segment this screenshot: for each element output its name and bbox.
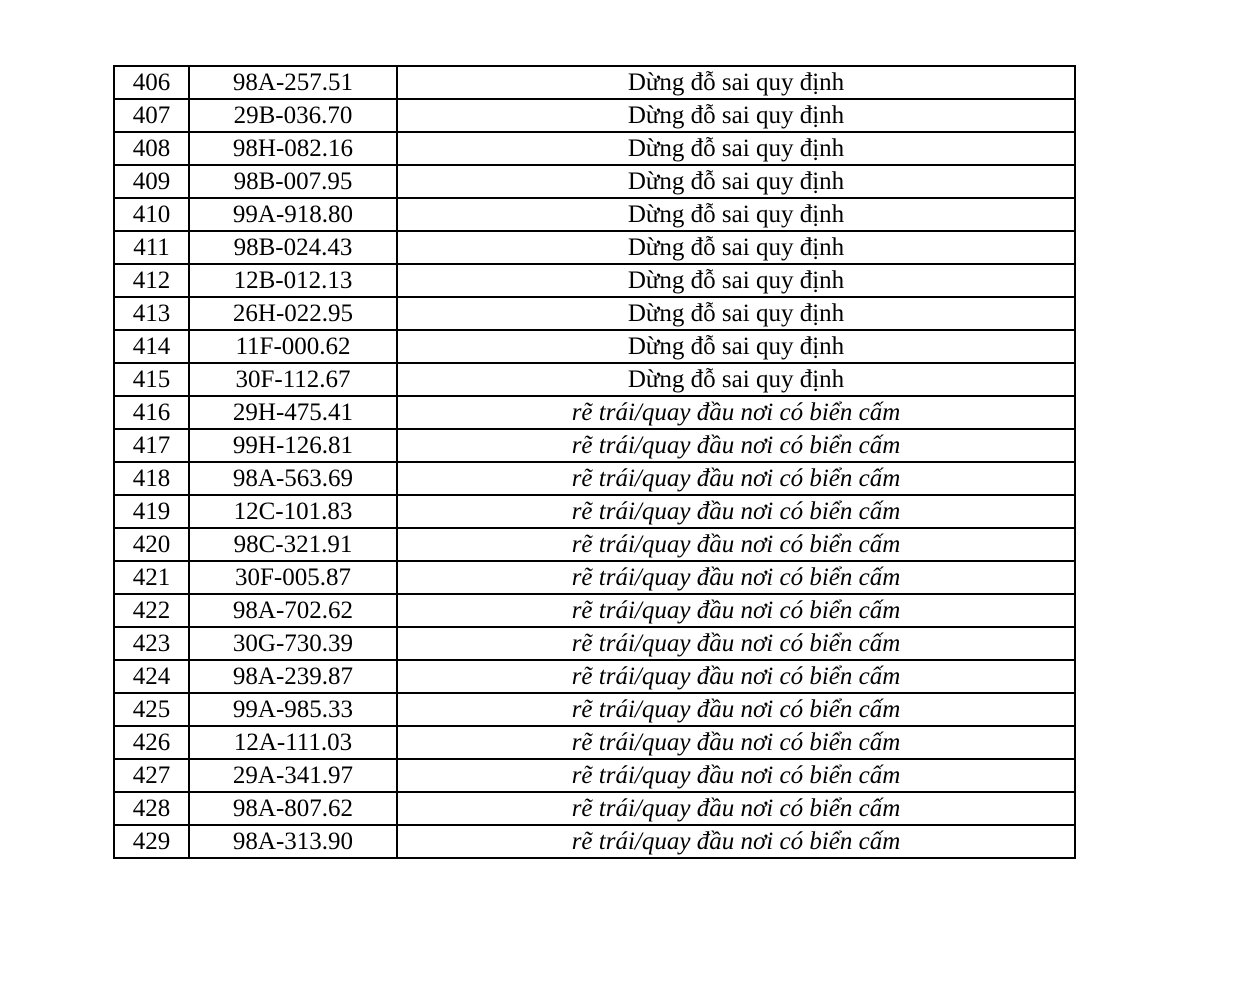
row-number-cell: 426 xyxy=(114,726,189,759)
table-row xyxy=(114,627,1075,660)
violation-cell: Dừng đỗ sai quy định xyxy=(397,198,1075,231)
violation-cell: rẽ trái/quay đầu nơi có biển cấm xyxy=(397,759,1075,792)
violation-cell: Dừng đỗ sai quy định xyxy=(397,231,1075,264)
license-plate-cell: 98H-082.16 xyxy=(189,132,397,165)
license-plate-cell: 30F-005.87 xyxy=(189,561,397,594)
row-number-cell: 429 xyxy=(114,825,189,858)
violation-cell: rẽ trái/quay đầu nơi có biển cấm xyxy=(397,561,1075,594)
row-number-cell: 420 xyxy=(114,528,189,561)
row-number-cell: 424 xyxy=(114,660,189,693)
license-plate-cell: 98A-257.51 xyxy=(189,66,397,99)
table-row xyxy=(114,726,1075,759)
violation-cell: rẽ trái/quay đầu nơi có biển cấm xyxy=(397,594,1075,627)
license-plate-cell: 98C-321.91 xyxy=(189,528,397,561)
row-number-cell: 408 xyxy=(114,132,189,165)
table-row xyxy=(114,66,1075,99)
table-row xyxy=(114,561,1075,594)
row-number-cell: 415 xyxy=(114,363,189,396)
license-plate-cell: 99H-126.81 xyxy=(189,429,397,462)
license-plate-cell: 98A-313.90 xyxy=(189,825,397,858)
row-number-cell: 410 xyxy=(114,198,189,231)
row-number-cell: 418 xyxy=(114,462,189,495)
violation-cell: Dừng đỗ sai quy định xyxy=(397,132,1075,165)
violation-cell: rẽ trái/quay đầu nơi có biển cấm xyxy=(397,396,1075,429)
row-number-cell: 425 xyxy=(114,693,189,726)
table-row xyxy=(114,198,1075,231)
row-number-cell: 428 xyxy=(114,792,189,825)
license-plate-cell: 99A-985.33 xyxy=(189,693,397,726)
license-plate-cell: 29B-036.70 xyxy=(189,99,397,132)
table-row xyxy=(114,693,1075,726)
violation-cell: Dừng đỗ sai quy định xyxy=(397,330,1075,363)
violation-cell: rẽ trái/quay đầu nơi có biển cấm xyxy=(397,825,1075,858)
row-number-cell: 422 xyxy=(114,594,189,627)
table-row xyxy=(114,429,1075,462)
license-plate-cell: 26H-022.95 xyxy=(189,297,397,330)
table-row xyxy=(114,660,1075,693)
violations-table-body xyxy=(114,66,1075,858)
row-number-cell: 423 xyxy=(114,627,189,660)
violation-cell: rẽ trái/quay đầu nơi có biển cấm xyxy=(397,693,1075,726)
table-row xyxy=(114,594,1075,627)
row-number-cell: 421 xyxy=(114,561,189,594)
table-row xyxy=(114,528,1075,561)
license-plate-cell: 12B-012.13 xyxy=(189,264,397,297)
table-row xyxy=(114,396,1075,429)
row-number-cell: 416 xyxy=(114,396,189,429)
license-plate-cell: 29A-341.97 xyxy=(189,759,397,792)
table-row xyxy=(114,264,1075,297)
table-row xyxy=(114,231,1075,264)
row-number-cell: 419 xyxy=(114,495,189,528)
license-plate-cell: 98A-563.69 xyxy=(189,462,397,495)
violation-cell: rẽ trái/quay đầu nơi có biển cấm xyxy=(397,726,1075,759)
license-plate-cell: 11F-000.62 xyxy=(189,330,397,363)
table-row xyxy=(114,825,1075,858)
row-number-cell: 406 xyxy=(114,66,189,99)
row-number-cell: 411 xyxy=(114,231,189,264)
violation-cell: Dừng đỗ sai quy định xyxy=(397,297,1075,330)
violation-cell: Dừng đỗ sai quy định xyxy=(397,363,1075,396)
violation-cell: Dừng đỗ sai quy định xyxy=(397,66,1075,99)
table-row xyxy=(114,99,1075,132)
license-plate-cell: 30F-112.67 xyxy=(189,363,397,396)
row-number-cell: 414 xyxy=(114,330,189,363)
table-row xyxy=(114,363,1075,396)
license-plate-cell: 12C-101.83 xyxy=(189,495,397,528)
license-plate-cell: 99A-918.80 xyxy=(189,198,397,231)
violation-cell: rẽ trái/quay đầu nơi có biển cấm xyxy=(397,627,1075,660)
table-row xyxy=(114,165,1075,198)
table-row xyxy=(114,132,1075,165)
row-number-cell: 417 xyxy=(114,429,189,462)
violation-cell: Dừng đỗ sai quy định xyxy=(397,99,1075,132)
row-number-cell: 409 xyxy=(114,165,189,198)
table-row xyxy=(114,495,1075,528)
table-row xyxy=(114,462,1075,495)
violation-cell: Dừng đỗ sai quy định xyxy=(397,264,1075,297)
table-row xyxy=(114,792,1075,825)
row-number-cell: 407 xyxy=(114,99,189,132)
violations-table xyxy=(113,65,1076,859)
violation-cell: rẽ trái/quay đầu nơi có biển cấm xyxy=(397,429,1075,462)
license-plate-cell: 30G-730.39 xyxy=(189,627,397,660)
license-plate-cell: 12A-111.03 xyxy=(189,726,397,759)
violation-cell: rẽ trái/quay đầu nơi có biển cấm xyxy=(397,792,1075,825)
license-plate-cell: 98A-807.62 xyxy=(189,792,397,825)
violation-cell: rẽ trái/quay đầu nơi có biển cấm xyxy=(397,528,1075,561)
license-plate-cell: 98B-007.95 xyxy=(189,165,397,198)
license-plate-cell: 29H-475.41 xyxy=(189,396,397,429)
license-plate-cell: 98A-239.87 xyxy=(189,660,397,693)
violation-cell: rẽ trái/quay đầu nơi có biển cấm xyxy=(397,660,1075,693)
row-number-cell: 413 xyxy=(114,297,189,330)
row-number-cell: 412 xyxy=(114,264,189,297)
table-row xyxy=(114,330,1075,363)
violation-cell: Dừng đỗ sai quy định xyxy=(397,165,1075,198)
violation-cell: rẽ trái/quay đầu nơi có biển cấm xyxy=(397,495,1075,528)
table-row xyxy=(114,297,1075,330)
license-plate-cell: 98A-702.62 xyxy=(189,594,397,627)
row-number-cell: 427 xyxy=(114,759,189,792)
violation-cell: rẽ trái/quay đầu nơi có biển cấm xyxy=(397,462,1075,495)
license-plate-cell: 98B-024.43 xyxy=(189,231,397,264)
table-row xyxy=(114,759,1075,792)
